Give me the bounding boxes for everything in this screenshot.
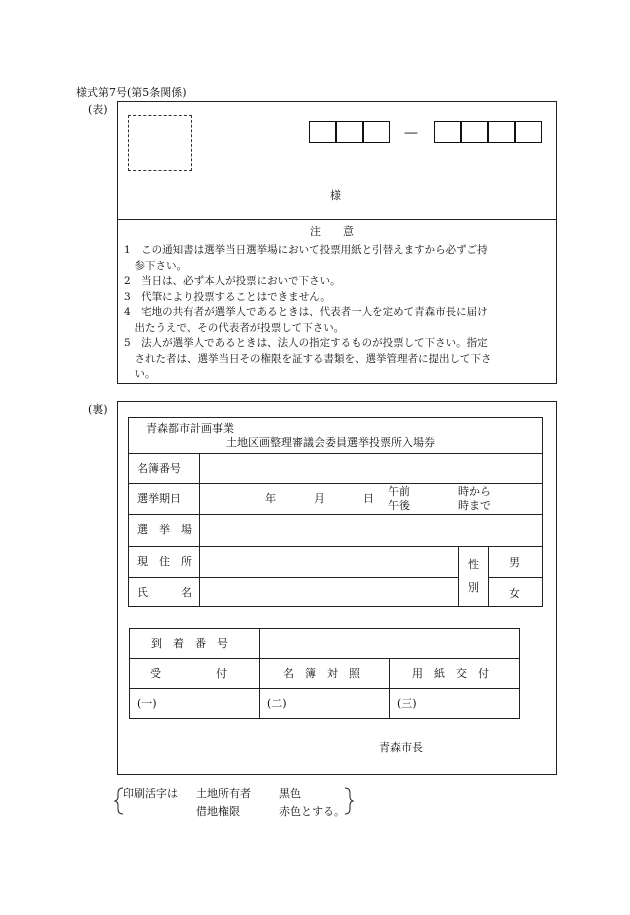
- address-field[interactable]: [200, 547, 457, 576]
- postal-box-2[interactable]: [336, 121, 363, 143]
- project-name: 青森都市計画事業: [146, 422, 234, 435]
- election-date-label: 選挙期日: [137, 492, 181, 505]
- postal-dash: —: [404, 125, 418, 141]
- note-line: 5 法人が選挙人であるときは、法人の指定するものが投票して下さい。指定: [124, 337, 488, 349]
- form-id: 様式第7号(第5条関係): [76, 86, 187, 99]
- date-day: 日: [363, 492, 374, 505]
- photo-placeholder: [128, 115, 192, 171]
- postal-box-5[interactable]: [461, 121, 488, 143]
- venue-label: 選 挙 場: [137, 523, 192, 536]
- back-label: (裏): [88, 403, 108, 416]
- paper-issue-label: 用 紙 交 付: [412, 667, 489, 680]
- am-label: 午前: [388, 485, 410, 498]
- note-line: 1 この通知書は選挙当日選挙場において投票用紙と引替えますから必ずご持: [124, 244, 488, 256]
- note-line: い。: [124, 368, 156, 380]
- postal-box-1[interactable]: [309, 121, 336, 143]
- note-line: 2 当日は、必ず本人が投票においで下さい。: [124, 275, 341, 287]
- note-line: 3 代筆により投票することはできません。: [124, 290, 331, 303]
- sex-label-1: 性: [468, 558, 479, 571]
- mayor-label: 青森市長: [379, 741, 423, 754]
- front-label: (表): [88, 103, 108, 116]
- arrival-no-label: 到 着 番 号: [151, 637, 228, 650]
- front-divider: [117, 219, 557, 220]
- name-label: 氏 名: [137, 586, 192, 599]
- mark-1: (一): [137, 697, 157, 710]
- postal-box-3[interactable]: [363, 121, 390, 143]
- arrival-no-field[interactable]: [260, 629, 519, 658]
- notes-title: 注 意: [310, 225, 354, 238]
- note-line: 参下さい。: [124, 259, 187, 272]
- print-label: 印刷活字は: [123, 787, 178, 800]
- mark-2: (二): [267, 697, 287, 710]
- until-label: 時まで: [458, 499, 491, 512]
- from-label: 時から: [458, 485, 491, 498]
- name-field[interactable]: [200, 578, 457, 606]
- register-no-label: 名簿番号: [137, 462, 181, 475]
- mark-3: (三): [397, 697, 417, 710]
- sama-label: 様: [330, 189, 341, 202]
- date-month: 月: [314, 492, 325, 505]
- venue-field[interactable]: [200, 515, 542, 545]
- reception-label: 受 付: [150, 667, 227, 680]
- ticket-title: 土地区画整理審議会委員選挙投票所入場券: [226, 436, 435, 449]
- note-line: 出たうえで、その代表者が投票して下さい。: [124, 321, 345, 334]
- note-line: 4 宅地の共有者が選挙人であるときは、代表者一人を定めて青森市長に届け: [124, 306, 488, 318]
- address-label: 現 住 所: [137, 555, 192, 568]
- owner-color: 黒色: [279, 787, 301, 800]
- notes-list: [124, 243, 492, 383]
- date-year: 年: [265, 492, 276, 505]
- male-option[interactable]: 男: [509, 556, 520, 569]
- register-check-label: 名 簿 対 照: [283, 667, 360, 680]
- postal-box-6[interactable]: [488, 121, 515, 143]
- leasehold-label: 借地権限: [196, 805, 240, 818]
- owner-label: 土地所有者: [196, 787, 251, 800]
- postal-box-4[interactable]: [434, 121, 461, 143]
- pm-label: 午後: [388, 499, 410, 512]
- note-line: された者は、選挙当日その権限を証する書類を、選挙管理者に提出して下さ: [124, 352, 492, 365]
- postal-box-7[interactable]: [515, 121, 542, 143]
- register-no-field[interactable]: [200, 454, 542, 483]
- leasehold-color: 赤色とする。: [279, 805, 345, 818]
- sex-label-2: 別: [468, 581, 479, 594]
- female-option[interactable]: 女: [509, 587, 520, 600]
